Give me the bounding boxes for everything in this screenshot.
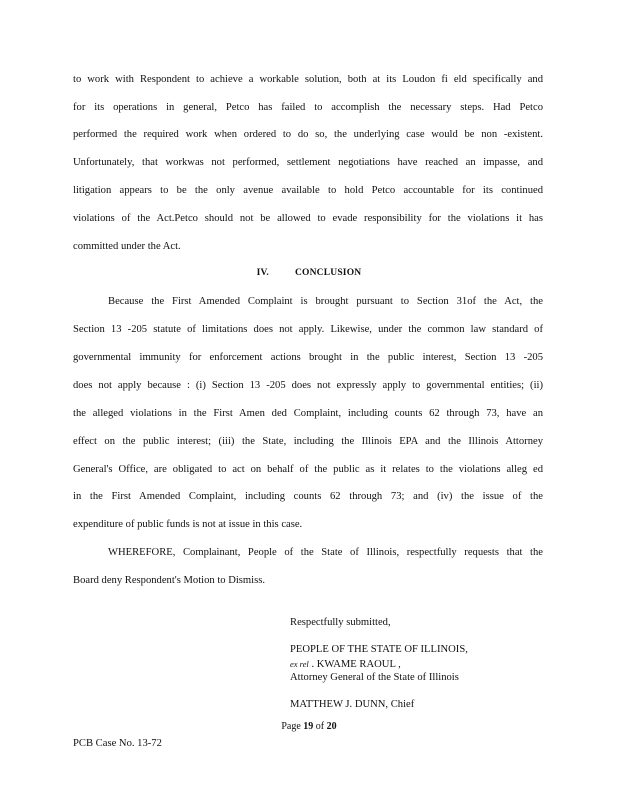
wherefore-line: Board deny Respondent's Motion to Dismiss. <box>73 575 266 586</box>
body-line: to work with Respondent to achieve a workable solution, both at its Loudon fi eld specifically and <box>73 74 543 85</box>
body-line: committed under the Act. <box>73 241 181 252</box>
conclusion-line: does not apply because : (i) Section 13 -205 does not expressly apply to governmental entities; (ii) <box>73 380 543 391</box>
conclusion-line: Section 13 -205 statute of limitations does not apply. Likewise, under the common law standard of <box>73 324 543 335</box>
section-heading <box>0 268 618 278</box>
attorney-name: . KWAME RAOUL , <box>311 659 401 670</box>
section-title: CONCLUSION <box>294 268 362 278</box>
signature-chief: MATTHEW J. DUNN, Chief <box>290 699 415 710</box>
conclusion-line: in the First Amended Complaint, including counts 62 through 73; and (iv) the issue of the <box>73 491 543 502</box>
conclusion-line: expenditure of public funds is not at issue in this case. <box>73 519 303 530</box>
signature-attorney-line <box>290 657 401 672</box>
section-number: IV. <box>256 268 269 278</box>
page-number-footer <box>0 721 618 732</box>
page-total: 20 <box>326 721 337 732</box>
page-number: 19 <box>303 721 314 732</box>
body-line: Unfortunately, that workwas not performed, settlement negotiations have reached an impasse, and <box>73 157 543 168</box>
conclusion-line: General's Office, are obligated to act on behalf of the public as it relates to the violations alleg ed <box>73 464 543 475</box>
conclusion-line: Because the First Amended Complaint is brought pursuant to Section 31of the Act, the <box>108 296 543 307</box>
case-number-footer: PCB Case No. 13-72 <box>73 738 162 749</box>
signature-closing: Respectfully submitted, <box>290 617 391 628</box>
of-label: of <box>315 721 325 732</box>
body-line: for its operations in general, Petco has failed to accomplish the necessary steps. Had Petco <box>73 102 543 113</box>
body-line: litigation appears to be the only avenue available to hold Petco accountable for its continued <box>73 185 543 196</box>
signature-attorney-title: Attorney General of the State of Illinois <box>290 672 459 683</box>
ex-rel-text: ex rel <box>290 659 309 669</box>
conclusion-line: the alleged violations in the First Amen ded Complaint, including counts 62 through 73, have an <box>73 408 543 419</box>
signature-party: PEOPLE OF THE STATE OF ILLINOIS, <box>290 644 468 655</box>
body-line: performed the required work when ordered to do so, the underlying case would be non -existent. <box>73 129 543 140</box>
wherefore-line: WHEREFORE, Complainant, People of the State of Illinois, respectfully requests that the <box>108 547 543 558</box>
conclusion-line: governmental immunity for enforcement actions brought in the public interest, Section 13 -205 <box>73 352 543 363</box>
body-line: violations of the Act.Petco should not be allowed to evade responsibility for the violations it has <box>73 213 543 224</box>
page-label: Page <box>281 721 301 732</box>
conclusion-line: effect on the public interest; (iii) the State, including the Illinois EPA and the Illinois Attorney <box>73 436 543 447</box>
